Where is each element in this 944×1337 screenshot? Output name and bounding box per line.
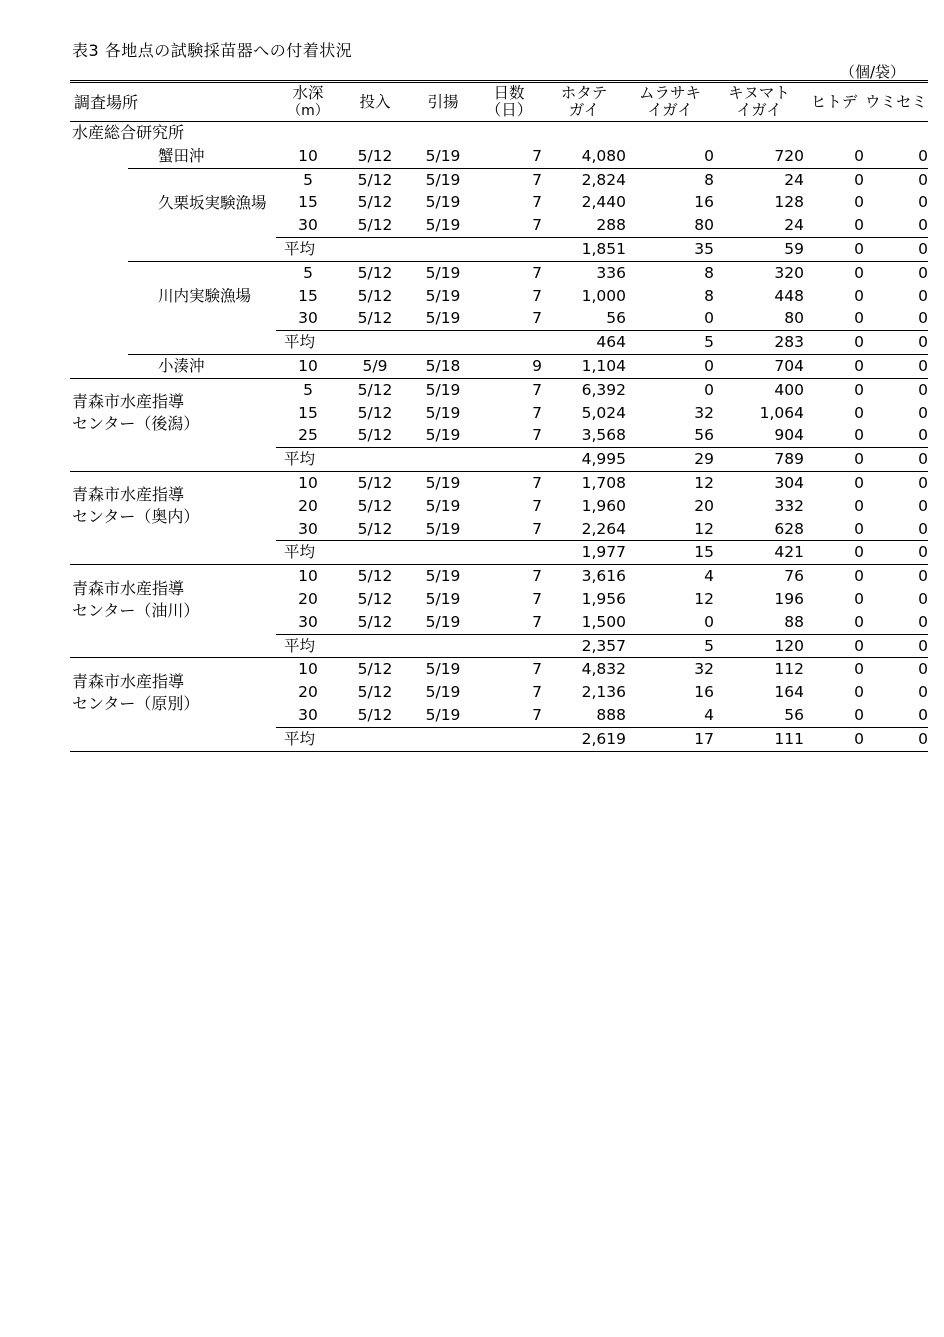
cell-retrieve: 5/18 xyxy=(410,354,476,378)
header-mussel xyxy=(626,82,714,122)
cell-depth: 30 xyxy=(298,309,318,328)
cell-days: 7 xyxy=(532,519,543,538)
cell-mussel: 12 xyxy=(694,473,715,492)
table-row xyxy=(70,658,928,681)
cell-kinuta: 24 xyxy=(784,170,805,189)
cell-kinuta: 400 xyxy=(774,380,805,399)
cell-starfish: 0 xyxy=(854,660,865,679)
cell-retrieve: 5/19 xyxy=(410,145,476,168)
header-days-line2: （日） xyxy=(485,101,533,119)
cell-scallop: 464 xyxy=(542,331,626,355)
cell-deploy: 5/12 xyxy=(357,660,393,679)
cell-retrieve: 5/19 xyxy=(425,519,461,538)
cell-retrieve: 5/19 xyxy=(425,612,461,631)
cell-sea-cicada: 0 xyxy=(864,448,928,472)
site-name: 川内実験漁場 xyxy=(158,287,252,306)
cell-depth: 10 xyxy=(276,354,340,378)
cell-starfish: 0 xyxy=(854,403,865,422)
cell-days: 7 xyxy=(532,612,543,631)
cell-kinuta: 59 xyxy=(714,237,804,261)
cell-starfish: 0 xyxy=(854,263,865,282)
cell-scallop: 6,392 xyxy=(581,380,627,399)
cell-sea-cicada: 0 xyxy=(918,403,929,422)
cell-retrieve: 5/19 xyxy=(425,426,461,445)
cell-depth: 5 xyxy=(303,263,313,282)
cell-retrieve: 5/19 xyxy=(425,380,461,399)
org-name: 水産総合研究所 xyxy=(72,123,185,142)
site-name-line1: 青森市水産指導 xyxy=(72,671,185,691)
header-depth-line1: 水深 xyxy=(292,83,324,102)
cell-mussel: 5 xyxy=(626,634,714,658)
cell-days: 7 xyxy=(532,216,543,235)
cell-kinuta: 24 xyxy=(784,216,805,235)
cell-starfish: 0 xyxy=(854,519,865,538)
site-name xyxy=(70,658,276,727)
cell-retrieve: 5/19 xyxy=(425,683,461,702)
cell-scallop: 1,977 xyxy=(542,541,626,565)
average-row xyxy=(70,331,928,355)
cell-depth: 10 xyxy=(276,145,340,168)
cell-depth: 15 xyxy=(298,193,318,212)
site-name xyxy=(70,378,276,447)
cell-scallop: 2,824 xyxy=(581,170,627,189)
cell-sea-cicada: 0 xyxy=(918,263,929,282)
site-name: 久栗坂実験漁場 xyxy=(158,194,267,213)
average-label: 平均 xyxy=(276,448,542,472)
site-name: 小湊沖 xyxy=(128,354,276,378)
average-label: 平均 xyxy=(276,634,542,658)
cell-days: 7 xyxy=(532,193,543,212)
cell-kinuta: 128 xyxy=(774,193,805,212)
header-site: 調査場所 xyxy=(70,82,276,122)
cell-days: 7 xyxy=(532,567,543,586)
cell-days: 7 xyxy=(532,309,543,328)
cell-mussel: 0 xyxy=(626,354,714,378)
cell-scallop: 1,708 xyxy=(581,473,627,492)
cell-deploy: 5/12 xyxy=(357,193,393,212)
cell-kinuta: 88 xyxy=(784,612,805,631)
cell-scallop: 2,440 xyxy=(581,193,627,212)
cell-retrieve: 5/19 xyxy=(425,216,461,235)
average-row xyxy=(70,448,928,472)
site-name-line1: 青森市水産指導 xyxy=(72,578,185,598)
cell-mussel: 0 xyxy=(704,612,715,631)
site-name-line2: センター（奥内） xyxy=(72,507,200,527)
cell-starfish: 0 xyxy=(854,309,865,328)
cell-mussel: 29 xyxy=(626,448,714,472)
cell-deploy: 5/12 xyxy=(357,216,393,235)
cell-scallop: 3,616 xyxy=(581,567,627,586)
header-kinuta-line2: イガイ xyxy=(736,101,782,119)
cell-scallop: 2,619 xyxy=(542,727,626,751)
average-label: 平均 xyxy=(276,727,542,751)
attachment-table xyxy=(70,80,928,752)
cell-scallop: 1,851 xyxy=(542,237,626,261)
cell-kinuta: 283 xyxy=(714,331,804,355)
cell-kinuta: 196 xyxy=(774,589,805,608)
cell-depth: 15 xyxy=(298,286,318,305)
cell-scallop: 1,000 xyxy=(581,286,627,305)
header-scallop-line2: ガイ xyxy=(568,101,600,119)
cell-kinuta: 80 xyxy=(784,309,805,328)
cell-days: 7 xyxy=(532,660,543,679)
cell-retrieve: 5/19 xyxy=(425,496,461,515)
cell-depth: 5 xyxy=(303,380,313,399)
unit-label: （個/袋） xyxy=(840,63,906,81)
cell-starfish: 0 xyxy=(854,612,865,631)
average-row xyxy=(70,727,928,751)
cell-scallop: 288 xyxy=(596,216,627,235)
cell-deploy: 5/12 xyxy=(357,705,393,724)
header-days xyxy=(476,82,542,122)
cell-scallop: 1,500 xyxy=(581,612,627,631)
cell-starfish: 0 xyxy=(854,589,865,608)
header-starfish: ヒトデ xyxy=(804,82,864,122)
cell-retrieve: 5/19 xyxy=(425,403,461,422)
cell-kinuta: 164 xyxy=(774,683,805,702)
cell-deploy: 5/12 xyxy=(357,496,393,515)
cell-sea-cicada: 0 xyxy=(864,541,928,565)
cell-days: 7 xyxy=(532,589,543,608)
site-name-line2: センター（後潟） xyxy=(72,414,200,434)
cell-deploy: 5/12 xyxy=(357,309,393,328)
cell-sea-cicada: 0 xyxy=(918,683,929,702)
site-name-line2: センター（原別） xyxy=(72,693,200,713)
cell-depth: 10 xyxy=(298,473,318,492)
cell-days: 7 xyxy=(532,683,543,702)
header-sea-cicada: ウミセミ xyxy=(864,82,928,122)
average-label: 平均 xyxy=(276,541,542,565)
cell-sea-cicada: 0 xyxy=(918,216,929,235)
cell-retrieve: 5/19 xyxy=(425,170,461,189)
cell-kinuta: 789 xyxy=(714,448,804,472)
cell-kinuta: 56 xyxy=(784,705,805,724)
cell-mussel: 16 xyxy=(694,683,715,702)
table-row xyxy=(70,378,928,401)
header-depth-line2: （m） xyxy=(287,102,329,119)
cell-days: 7 xyxy=(532,380,543,399)
cell-sea-cicada: 0 xyxy=(864,634,928,658)
header-deploy: 投入 xyxy=(340,82,410,122)
cell-scallop: 4,995 xyxy=(542,448,626,472)
cell-deploy: 5/12 xyxy=(357,403,393,422)
cell-starfish: 0 xyxy=(804,237,864,261)
cell-mussel: 56 xyxy=(694,426,715,445)
org-row xyxy=(70,122,928,145)
cell-mussel: 32 xyxy=(694,660,715,679)
cell-retrieve: 5/19 xyxy=(425,309,461,328)
cell-sea-cicada: 0 xyxy=(918,589,929,608)
cell-starfish: 0 xyxy=(804,634,864,658)
table-row xyxy=(70,261,928,284)
cell-deploy: 5/12 xyxy=(357,519,393,538)
cell-days: 9 xyxy=(476,354,542,378)
cell-days: 7 xyxy=(532,496,543,515)
cell-sea-cicada: 0 xyxy=(864,145,928,168)
cell-sea-cicada: 0 xyxy=(864,354,928,378)
cell-deploy: 5/9 xyxy=(340,354,410,378)
cell-starfish: 0 xyxy=(804,448,864,472)
cell-deploy: 5/12 xyxy=(357,589,393,608)
cell-retrieve: 5/19 xyxy=(425,705,461,724)
cell-mussel: 0 xyxy=(704,380,715,399)
cell-depth: 10 xyxy=(298,660,318,679)
cell-sea-cicada: 0 xyxy=(918,519,929,538)
header-days-line1: 日数 xyxy=(493,84,525,102)
cell-kinuta: 448 xyxy=(774,286,805,305)
cell-sea-cicada: 0 xyxy=(918,473,929,492)
cell-mussel: 0 xyxy=(704,309,715,328)
header-depth xyxy=(276,82,340,122)
cell-retrieve: 5/19 xyxy=(425,286,461,305)
cell-retrieve: 5/19 xyxy=(425,193,461,212)
header-mussel-line2: イガイ xyxy=(647,101,693,119)
cell-sea-cicada: 0 xyxy=(918,612,929,631)
cell-retrieve: 5/19 xyxy=(425,473,461,492)
site-name xyxy=(70,565,276,634)
cell-starfish: 0 xyxy=(854,496,865,515)
cell-mussel: 35 xyxy=(626,237,714,261)
cell-deploy: 5/12 xyxy=(357,473,393,492)
cell-days: 7 xyxy=(532,170,543,189)
average-label: 平均 xyxy=(276,331,542,355)
cell-starfish: 0 xyxy=(854,567,865,586)
cell-deploy: 5/12 xyxy=(357,567,393,586)
cell-mussel: 17 xyxy=(626,727,714,751)
cell-mussel: 4 xyxy=(704,567,715,586)
cell-deploy: 5/12 xyxy=(357,263,393,282)
cell-depth: 10 xyxy=(298,567,318,586)
average-label: 平均 xyxy=(276,237,542,261)
cell-kinuta: 120 xyxy=(714,634,804,658)
cell-scallop: 1,104 xyxy=(542,354,626,378)
header-mussel-line1: ムラサキ xyxy=(639,84,702,102)
header-kinuta-line1: キヌマト xyxy=(728,84,790,102)
cell-depth: 25 xyxy=(298,426,318,445)
cell-mussel: 16 xyxy=(694,193,715,212)
cell-depth: 15 xyxy=(298,403,318,422)
cell-days: 7 xyxy=(532,286,543,305)
cell-kinuta: 112 xyxy=(774,660,805,679)
cell-depth: 20 xyxy=(298,683,318,702)
cell-kinuta: 421 xyxy=(714,541,804,565)
cell-sea-cicada: 0 xyxy=(918,286,929,305)
cell-kinuta: 76 xyxy=(784,567,805,586)
cell-kinuta: 304 xyxy=(774,473,805,492)
average-row xyxy=(70,634,928,658)
cell-sea-cicada: 0 xyxy=(918,193,929,212)
cell-mussel: 32 xyxy=(694,403,715,422)
cell-starfish: 0 xyxy=(854,705,865,724)
cell-mussel: 12 xyxy=(694,519,715,538)
cell-starfish: 0 xyxy=(854,193,865,212)
cell-scallop: 1,960 xyxy=(581,496,627,515)
site-name-line1: 青森市水産指導 xyxy=(72,485,185,505)
cell-sea-cicada: 0 xyxy=(864,727,928,751)
cell-deploy: 5/12 xyxy=(357,286,393,305)
cell-days: 7 xyxy=(532,705,543,724)
cell-depth: 30 xyxy=(298,216,318,235)
cell-deploy: 5/12 xyxy=(357,380,393,399)
cell-deploy: 5/12 xyxy=(357,170,393,189)
cell-scallop: 2,264 xyxy=(581,519,627,538)
cell-scallop: 1,956 xyxy=(581,589,627,608)
table-row xyxy=(70,168,928,191)
site-name-line1: 青森市水産指導 xyxy=(72,392,185,412)
cell-deploy: 5/12 xyxy=(357,426,393,445)
cell-mussel: 15 xyxy=(626,541,714,565)
cell-days: 7 xyxy=(532,473,543,492)
table-row xyxy=(70,145,928,168)
table-row xyxy=(70,471,928,494)
header-kinuta xyxy=(714,82,804,122)
cell-kinuta: 720 xyxy=(714,145,804,168)
cell-kinuta: 1,064 xyxy=(759,403,805,422)
cell-deploy: 5/12 xyxy=(340,145,410,168)
cell-kinuta: 320 xyxy=(774,263,805,282)
cell-sea-cicada: 0 xyxy=(918,426,929,445)
average-row xyxy=(70,237,928,261)
cell-sea-cicada: 0 xyxy=(864,237,928,261)
cell-starfish: 0 xyxy=(854,473,865,492)
cell-mussel: 8 xyxy=(704,263,715,282)
cell-kinuta: 704 xyxy=(714,354,804,378)
cell-depth: 30 xyxy=(298,705,318,724)
cell-starfish: 0 xyxy=(804,145,864,168)
cell-scallop: 336 xyxy=(596,263,627,282)
cell-mussel: 5 xyxy=(626,331,714,355)
cell-depth: 30 xyxy=(298,612,318,631)
cell-starfish: 0 xyxy=(804,354,864,378)
cell-mussel: 8 xyxy=(704,170,715,189)
site-name: 蟹田沖 xyxy=(128,145,276,168)
cell-days: 7 xyxy=(532,403,543,422)
table-row xyxy=(70,565,928,588)
cell-depth: 20 xyxy=(298,589,318,608)
cell-starfish: 0 xyxy=(804,331,864,355)
cell-kinuta: 111 xyxy=(714,727,804,751)
header-scallop-line1: ホタテ xyxy=(560,84,608,102)
cell-kinuta: 904 xyxy=(774,426,805,445)
cell-days: 7 xyxy=(476,145,542,168)
cell-retrieve: 5/19 xyxy=(425,567,461,586)
header-scallop xyxy=(542,82,626,122)
cell-mussel: 20 xyxy=(694,496,715,515)
cell-starfish: 0 xyxy=(804,727,864,751)
cell-kinuta: 332 xyxy=(774,496,805,515)
cell-starfish: 0 xyxy=(854,380,865,399)
cell-sea-cicada: 0 xyxy=(918,380,929,399)
cell-retrieve: 5/19 xyxy=(425,660,461,679)
cell-sea-cicada: 0 xyxy=(918,309,929,328)
cell-sea-cicada: 0 xyxy=(918,567,929,586)
cell-mussel: 12 xyxy=(694,589,715,608)
average-row xyxy=(70,541,928,565)
cell-sea-cicada: 0 xyxy=(864,331,928,355)
cell-scallop: 888 xyxy=(596,705,627,724)
cell-scallop: 56 xyxy=(606,309,627,328)
cell-scallop: 4,832 xyxy=(581,660,627,679)
cell-depth: 5 xyxy=(303,170,313,189)
cell-depth: 30 xyxy=(298,519,318,538)
cell-starfish: 0 xyxy=(854,216,865,235)
cell-deploy: 5/12 xyxy=(357,612,393,631)
cell-sea-cicada: 0 xyxy=(918,705,929,724)
cell-depth: 20 xyxy=(298,496,318,515)
cell-scallop: 2,357 xyxy=(542,634,626,658)
cell-deploy: 5/12 xyxy=(357,683,393,702)
cell-sea-cicada: 0 xyxy=(918,496,929,515)
cell-scallop: 3,568 xyxy=(581,426,627,445)
cell-sea-cicada: 0 xyxy=(918,660,929,679)
cell-mussel: 80 xyxy=(694,216,715,235)
site-name-line2: センター（油川） xyxy=(72,600,200,620)
cell-scallop: 5,024 xyxy=(581,403,627,422)
cell-mussel: 0 xyxy=(626,145,714,168)
cell-scallop: 4,080 xyxy=(542,145,626,168)
site-name xyxy=(70,471,276,540)
cell-starfish: 0 xyxy=(854,286,865,305)
cell-starfish: 0 xyxy=(804,541,864,565)
table-title: 表3 各地点の試験採苗器への付着状況 xyxy=(72,41,353,60)
cell-starfish: 0 xyxy=(854,426,865,445)
cell-retrieve: 5/19 xyxy=(425,263,461,282)
header-retrieve: 引揚 xyxy=(410,82,476,122)
header-row xyxy=(70,82,928,122)
cell-starfish: 0 xyxy=(854,683,865,702)
cell-days: 7 xyxy=(532,263,543,282)
cell-sea-cicada: 0 xyxy=(918,170,929,189)
cell-retrieve: 5/19 xyxy=(425,589,461,608)
cell-mussel: 4 xyxy=(704,705,715,724)
cell-mussel: 8 xyxy=(704,286,715,305)
cell-days: 7 xyxy=(532,426,543,445)
cell-scallop: 2,136 xyxy=(581,683,627,702)
cell-starfish: 0 xyxy=(854,170,865,189)
table-row xyxy=(70,354,928,378)
cell-kinuta: 628 xyxy=(774,519,805,538)
